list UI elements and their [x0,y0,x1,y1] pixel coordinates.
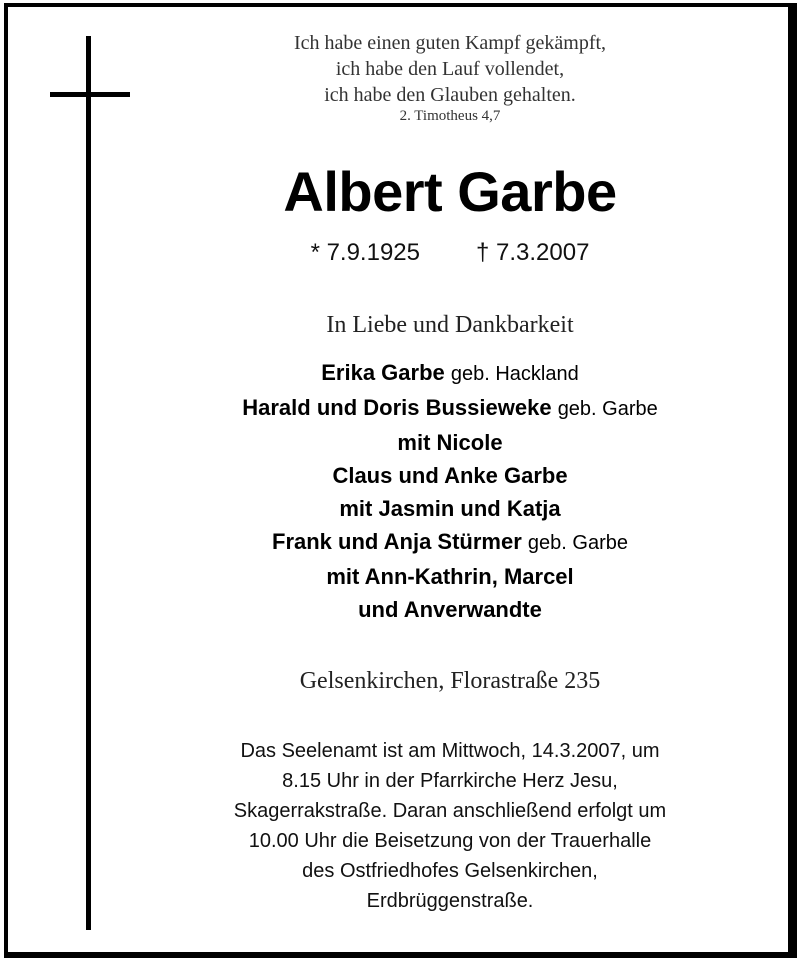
mourner-name: mit Jasmin und Katja [339,496,561,521]
death-date: † 7.3.2007 [476,239,590,266]
dedication: In Liebe und Dankbarkeit [326,312,574,338]
family-address: Gelsenkirchen, Florastraße 235 [299,668,601,694]
bible-verse [130,30,770,108]
funeral-service-info [130,736,770,916]
service-line: 10.00 Uhr die Beisetzung von der Trauerhalle [248,830,652,852]
mourner-name: Harald und Doris Bussieweke [242,395,552,420]
mourner-line [130,492,770,525]
mourner-note: geb. Garbe [527,532,628,554]
mourner-note: geb. Garbe [557,398,658,420]
verse-line: ich habe den Lauf vollendet, [335,58,565,80]
mourner-name: Claus und Anke Garbe [332,463,568,488]
service-line: Erdbrüggenstraße. [366,890,534,912]
mourner-name: Frank und Anja Stürmer [272,529,522,554]
mourners-list [130,356,770,626]
mourner-line [130,525,770,560]
mourner-line [130,560,770,593]
deceased-name: Albert Garbe [283,160,617,223]
cross-icon [86,36,91,930]
mourner-name: mit Ann-Kathrin, Marcel [326,564,574,589]
service-line: des Ostfriedhofes Gelsenkirchen, [302,860,598,882]
life-dates [130,238,770,268]
mourner-name: Erika Garbe [321,360,445,385]
verse-line: Ich habe einen guten Kampf gekämpft, [293,32,607,54]
mourner-name: und Anverwandte [358,597,542,622]
verse-line: ich habe den Glauben gehalten. [324,84,576,106]
mourner-line [130,459,770,492]
service-line: 8.15 Uhr in der Pfarrkirche Herz Jesu, [282,770,618,792]
service-line: Skagerrakstraße. Daran anschließend erfolgt um [233,800,667,822]
mourner-line [130,356,770,391]
service-line: Das Seelenamt ist am Mittwoch, 14.3.2007, um [240,740,660,762]
mourner-note: geb. Hackland [450,363,579,385]
mourner-line [130,593,770,626]
mourner-line [130,426,770,459]
birth-date: * 7.9.1925 [310,239,420,266]
cross-icon-bar [50,92,130,97]
mourner-name: mit Nicole [397,430,503,455]
mourner-line [130,391,770,426]
obituary-content [130,30,770,916]
verse-reference: 2. Timotheus 4,7 [399,108,501,124]
